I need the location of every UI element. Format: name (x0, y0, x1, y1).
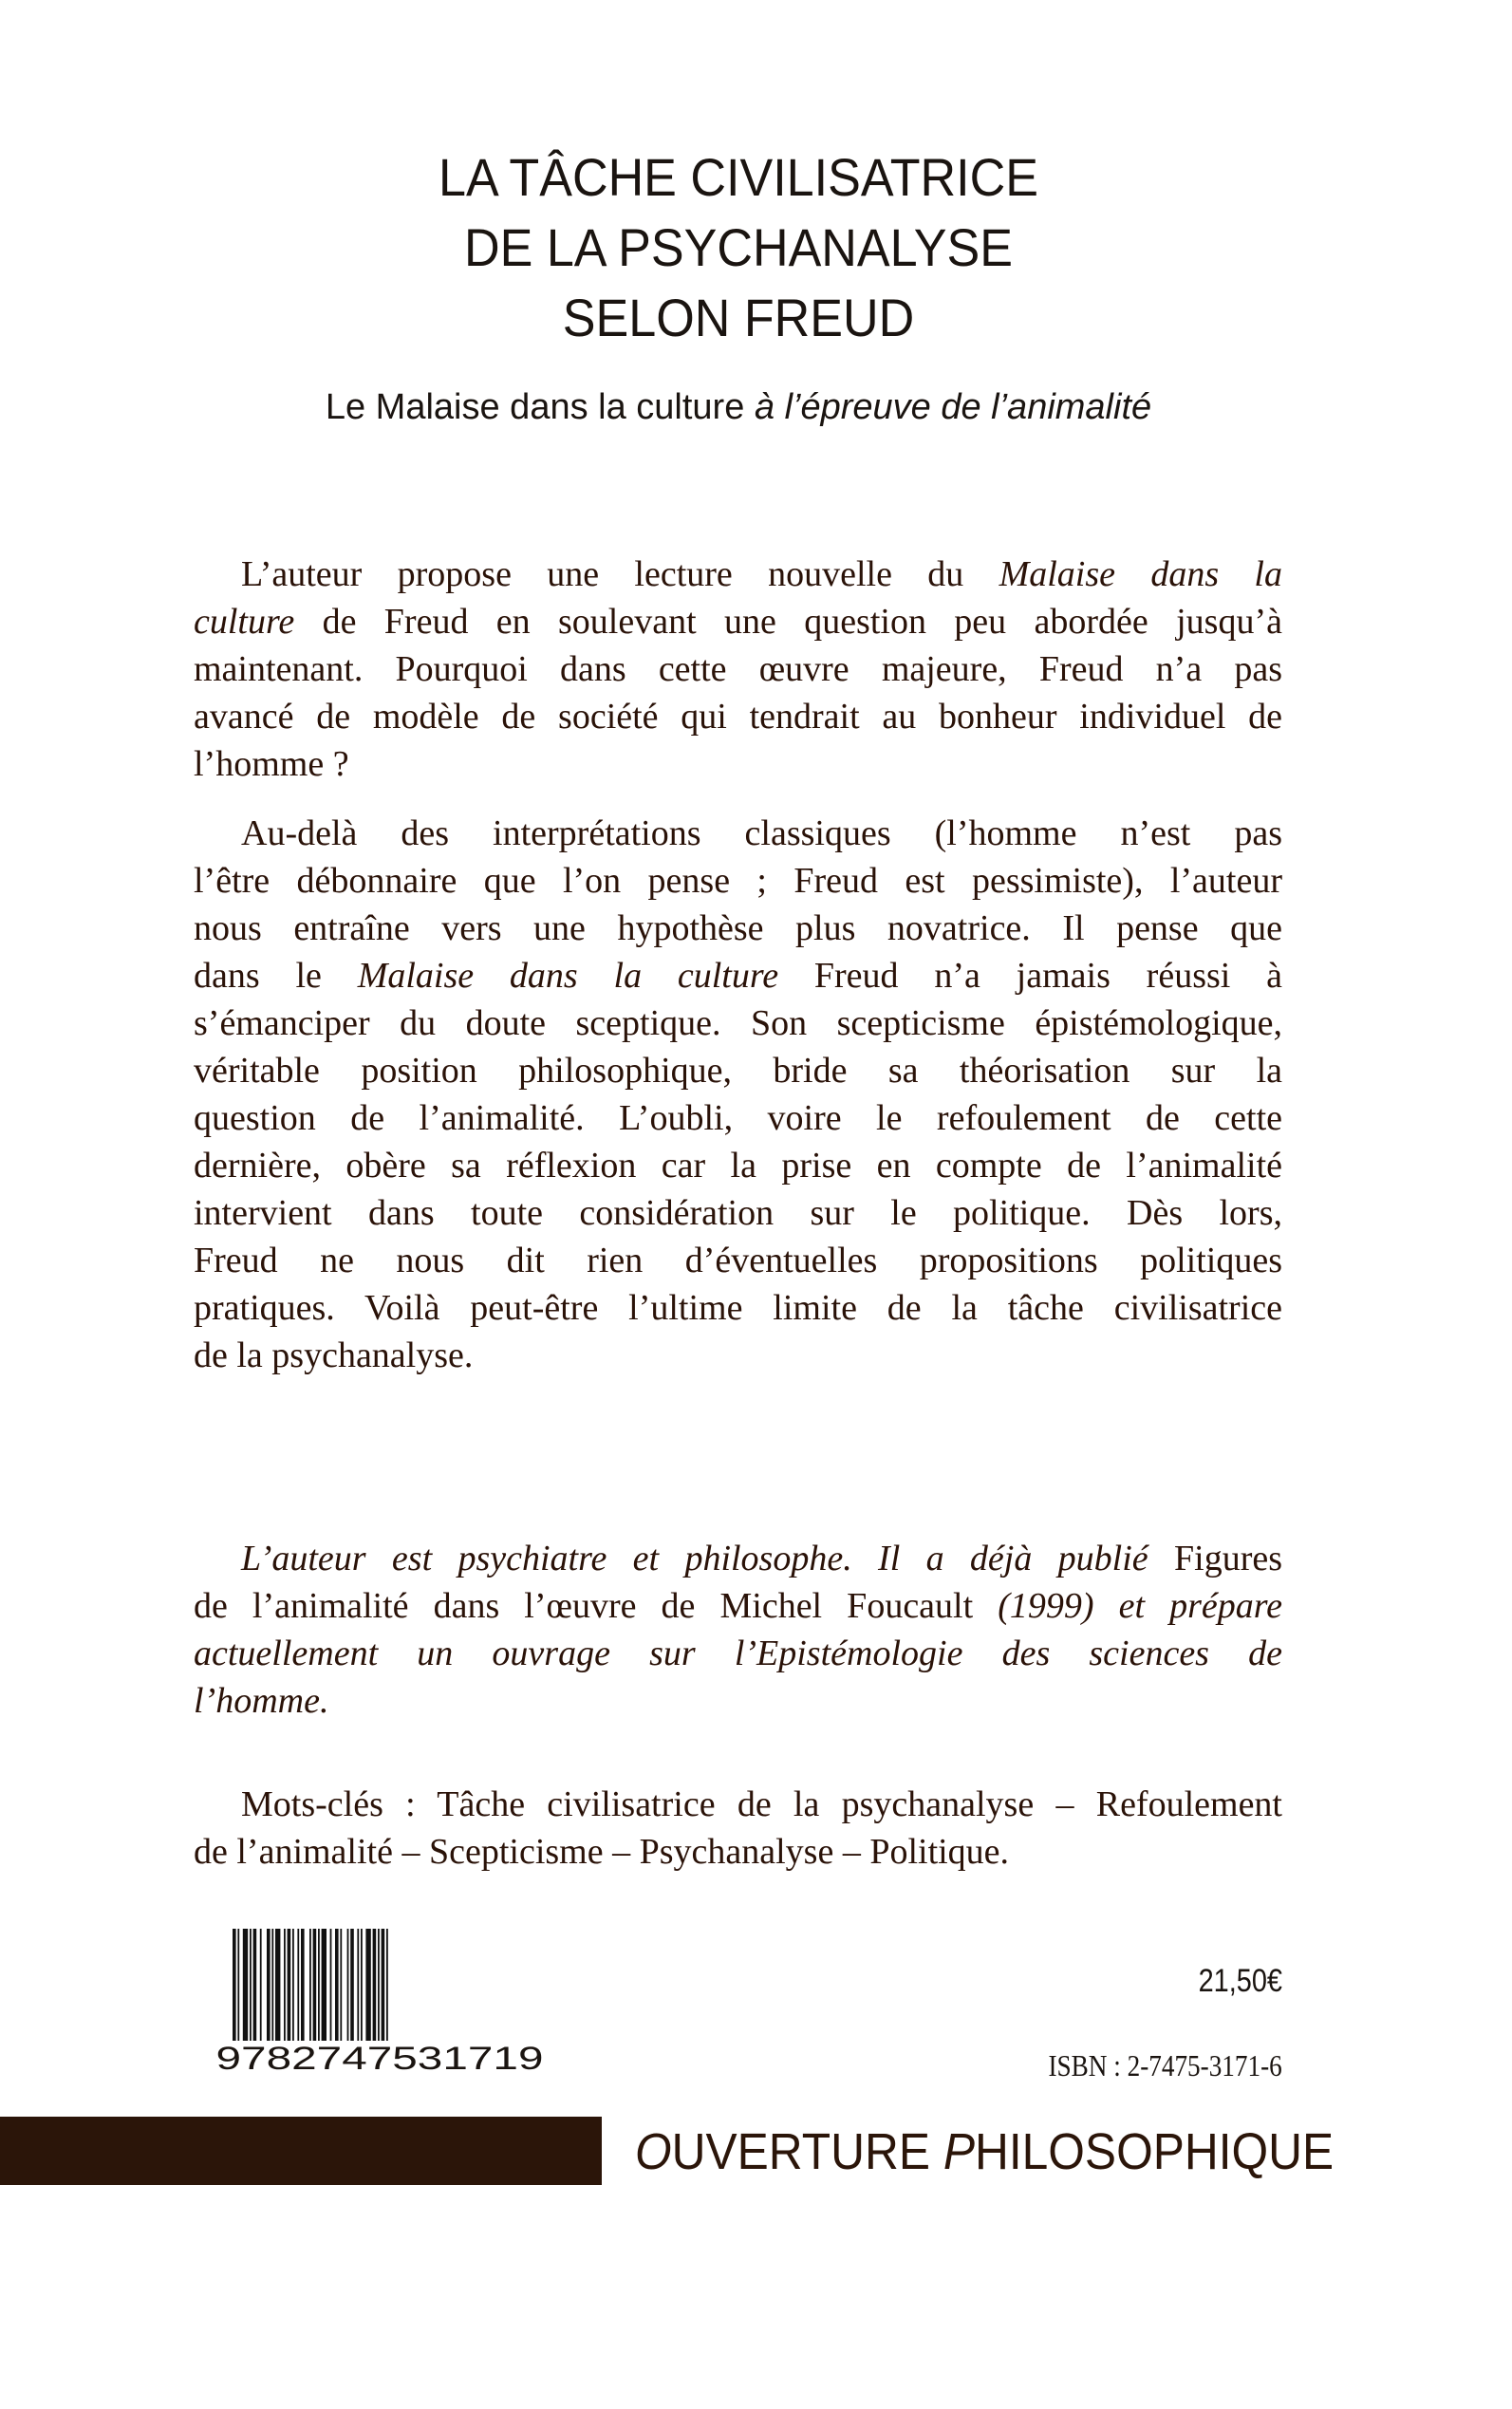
text-line: de la psychanalyse. (194, 1335, 474, 1375)
subtitle-italic: à l’épreuve de l’animalité (754, 387, 1152, 427)
barcode-bar (267, 1929, 271, 2041)
title-line: SELON FREUD (562, 288, 915, 347)
text-line: l’être débonnaire que l’on pense ; Freud est pessimiste), l’auteur (194, 861, 1282, 901)
barcode-bar (275, 1929, 280, 2041)
barcode-bar (335, 1929, 339, 2041)
text-line: culture de Freud en soulevant une question peu abordée jusqu’à (194, 602, 1282, 642)
text-line: Au-delà des interprétations classiques (l’homme n’est pas (241, 813, 1282, 853)
barcode-bar (284, 1929, 286, 2041)
book-title (51, 142, 1425, 353)
barcode-bar (340, 1929, 342, 2041)
isbn: ISBN : 2-7475-3171-6 (1048, 2048, 1282, 2082)
collection-bar (0, 2117, 602, 2185)
barcode-bar (357, 1929, 359, 2041)
text-line: L’auteur propose une lecture nouvelle du Malaise dans la (241, 554, 1282, 594)
price: 21,50€ (1198, 1963, 1282, 1999)
text-line: l’homme ? (194, 744, 349, 784)
barcode-bar (318, 1929, 320, 2041)
keywords (194, 1781, 1282, 1876)
barcode-bar (347, 1929, 349, 2041)
summary-paragraph-2 (194, 810, 1282, 1379)
barcode-bar (309, 1929, 311, 2041)
barcode-bar (243, 1929, 248, 2041)
barcode-bar (297, 1929, 299, 2041)
text-line: Freud ne nous dit rien d’éventuelles propositions politiques (194, 1241, 1282, 1280)
barcode-bar (260, 1929, 262, 2041)
barcode-bar (365, 1929, 370, 2041)
barcode-bar (233, 1929, 236, 2041)
text-line: l’homme. (194, 1681, 329, 1721)
summary-paragraph-1 (194, 551, 1282, 788)
barcode-bar (301, 1929, 305, 2041)
barcode-bar (386, 1929, 388, 2041)
text-line: nous entraîne vers une hypothèse plus novatrice. Il pense que (194, 908, 1282, 948)
barcode-bar (313, 1929, 317, 2041)
text-line: avancé de modèle de société qui tendrait au bonheur individuel de (194, 697, 1282, 737)
text-line: de l’animalité dans l’œuvre de Michel Foucault (1999) et prépare (194, 1586, 1282, 1626)
barcode-bar (288, 1929, 291, 2041)
collection-name: OUVERTURE PHILOSOPHIQUE (635, 2123, 1335, 2180)
text-line: dans le Malaise dans la culture Freud n’a jamais réussi à (194, 956, 1282, 996)
book-subtitle (0, 387, 1477, 428)
subtitle-plain: Le Malaise dans la culture (325, 387, 755, 427)
text-line: question de l’animalité. L’oubli, voire le refoulement de cette (194, 1098, 1282, 1138)
text-line: maintenant. Pourquoi dans cette œuvre majeure, Freud n’a pas (194, 649, 1282, 689)
barcode (214, 1927, 546, 2071)
text-line: L’auteur est psychiatre et philosophe. Il a déjà publié Figures (241, 1539, 1283, 1578)
text-line: s’émanciper du doute sceptique. Son scepticisme épistémologique, (194, 1003, 1282, 1043)
text-line: dernière, obère sa réflexion car la prise en compte de l’animalité (194, 1146, 1282, 1186)
barcode-bar (271, 1929, 273, 2041)
barcode-digits: 9782747531719 (215, 2041, 544, 2071)
barcode-bar (350, 1929, 354, 2041)
barcode-bar (250, 1929, 252, 2041)
barcode-bar (373, 1929, 377, 2041)
text-line: pratiques. Voilà peut-être l’ultime limite de la tâche civilisatrice (194, 1288, 1282, 1328)
text-line: véritable position philosophique, bride sa théorisation sur la (194, 1051, 1282, 1091)
barcode-bar (361, 1929, 363, 2041)
text-line: intervient dans toute considération sur le politique. Dès lors, (194, 1193, 1282, 1233)
text-line: de l’animalité – Scepticisme – Psychanalyse – Politique. (194, 1832, 1010, 1872)
barcode-bar (253, 1929, 257, 2041)
barcode-bar (330, 1929, 332, 2041)
barcode-bar (382, 1929, 385, 2041)
barcode-bar (378, 1929, 380, 2041)
barcode-bar (292, 1929, 294, 2041)
text-line: Mots-clés : Tâche civilisatrice de la psychanalyse – Refoulement (241, 1784, 1282, 1824)
barcode-bar (237, 1929, 239, 2041)
author-bio (194, 1535, 1282, 1725)
title-line: LA TÂCHE CIVILISATRICE (439, 147, 1038, 207)
barcode-bar (322, 1929, 327, 2041)
text-line: actuellement un ouvrage sur l’Epistémologie des sciences de (194, 1634, 1282, 1673)
title-line: DE LA PSYCHANALYSE (464, 217, 1013, 277)
